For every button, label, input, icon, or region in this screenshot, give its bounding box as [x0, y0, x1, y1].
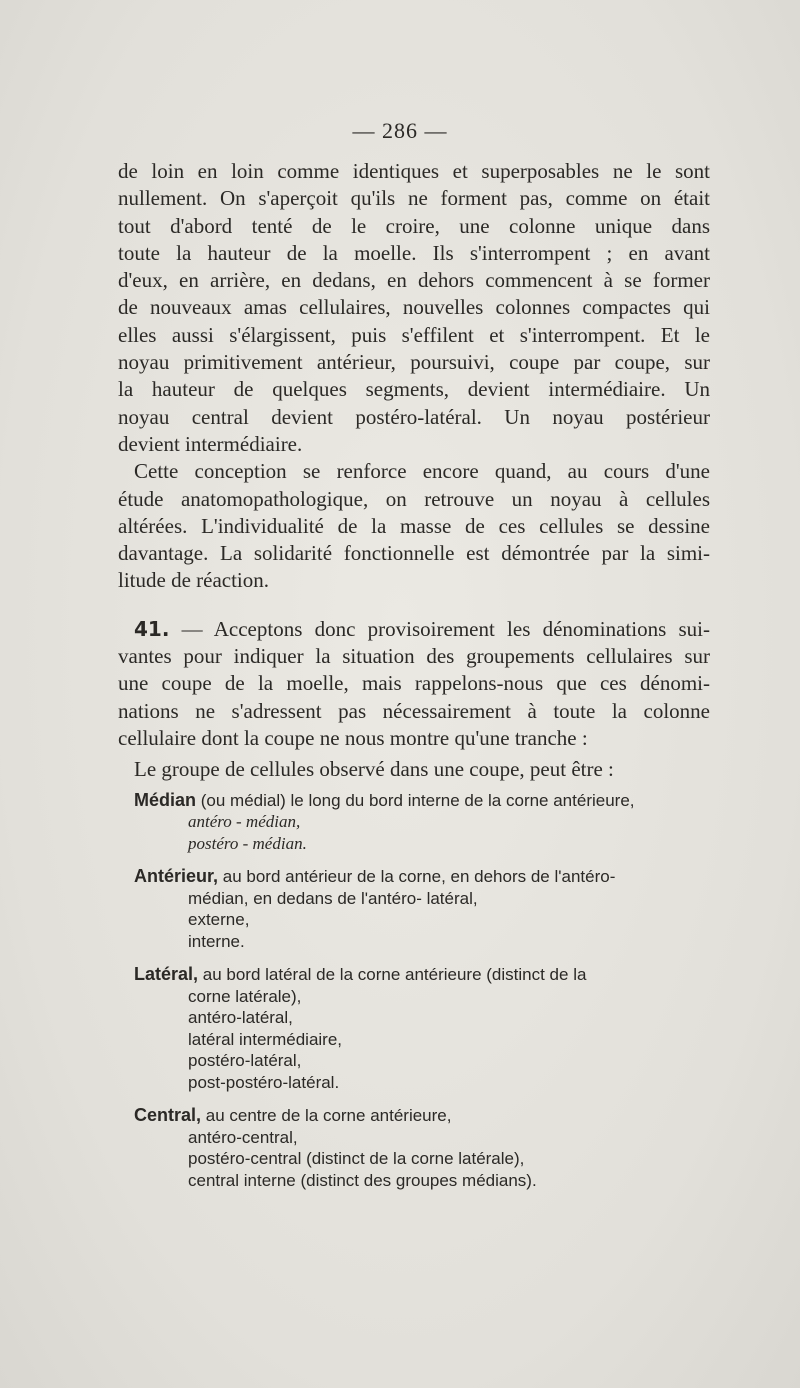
text-line: elles aussi s'élargissent, puis s'effilent et s'interrompent. Et le [118, 322, 710, 347]
group-subtype: médian, en dedans de l'antéro- latéral, [188, 888, 478, 908]
section-first-line-text: — Acceptons donc provisoirement les dénominations sui- [169, 616, 710, 641]
group-subtype: corne latérale), [188, 986, 302, 1006]
group-heading [118, 790, 710, 812]
text-line: d'eux, en arrière, en dedans, en dehors commencent à se former [118, 268, 710, 293]
text-line: une coupe de la moelle, mais rappelons-nous que ces dénomi- [118, 671, 710, 696]
text-line: de loin en loin comme identiques et superposables ne le sont [118, 159, 710, 183]
group-anterieur [118, 866, 710, 952]
group-heading [118, 866, 710, 888]
text-line: davantage. La solidarité fonctionnelle est démontrée par la simi- [118, 541, 710, 566]
text-line: Cette conception se renforce encore quand, au cours d'une [134, 459, 710, 484]
group-description: au bord antérieur de la corne, en dehors de l'antéro- [218, 867, 616, 887]
section-first-line [118, 616, 710, 643]
group-subtype: interne. [188, 931, 245, 951]
group-subtype: postéro - médian. [188, 833, 307, 853]
text-line: noyau primitivement antérieur, poursuivi, coupe par coupe, sur [118, 350, 710, 375]
text-line: vantes pour indiquer la situation des groupements cellulaires sur [118, 644, 710, 669]
group-term: Médian [134, 789, 197, 810]
group-heading [118, 1105, 710, 1127]
group-subtype: post-postéro-latéral. [188, 1072, 340, 1092]
paragraph-2 [118, 458, 710, 594]
section-number: 41. [134, 616, 170, 641]
text-line: altérées. L'individualité de la masse de ces cellules se dessine [118, 513, 710, 538]
group-subtype: central interne (distinct des groupes médians). [188, 1170, 537, 1190]
group-description: au bord latéral de la corne antérieure (distinct de la [198, 965, 587, 985]
paragraph-1 [118, 158, 710, 458]
section-41 [118, 616, 710, 752]
group-subtype: antéro-latéral, [188, 1008, 293, 1028]
group-description: (ou médial) le long du bord interne de la corne antérieure, [196, 790, 635, 810]
group-subtype: antéro - médian, [188, 812, 301, 832]
group-median [118, 790, 710, 855]
text-line: nations ne s'adressent pas nécessairement à toute la colonne [118, 698, 710, 723]
group-subtype: externe, [188, 910, 250, 930]
group-subtype: antéro-central, [188, 1127, 298, 1147]
intro-line: Le groupe de cellules observé dans une coupe, peut être : [134, 757, 614, 782]
intro-line-paragraph [118, 756, 710, 783]
text-line: litude de réaction. [118, 568, 270, 593]
group-heading [118, 964, 710, 986]
text-line: cellulaire dont la coupe ne nous montre qu'une tranche : [118, 725, 588, 750]
group-subtype: latéral intermédiaire, [188, 1029, 343, 1049]
text-line: de nouveaux amas cellulaires, nouvelles colonnes compactes qui [118, 295, 710, 320]
group-term: Latéral, [134, 964, 199, 985]
text-line: toute la hauteur de la moelle. Ils s'interrompent ; en avant [118, 240, 710, 265]
text-line: nullement. On s'aperçoit qu'ils ne forment pas, comme on était [118, 186, 710, 211]
group-term: Antérieur, [134, 866, 219, 887]
page-number: — 286 — [352, 118, 448, 143]
group-lateral [118, 964, 710, 1093]
text-line: étude anatomopathologique, on retrouve un noyau à cellules [118, 486, 710, 511]
text-line: tout d'abord tenté de le croire, une colonne unique dans [118, 213, 710, 238]
text-line: devient intermédiaire. [118, 431, 303, 456]
group-term: Central, [134, 1105, 202, 1126]
group-subtype: postéro-central (distinct de la corne latérale), [188, 1149, 525, 1169]
text-line: la hauteur de quelques segments, devient intermédiaire. Un [118, 377, 710, 402]
group-subtype: postéro-latéral, [188, 1051, 302, 1071]
text-line: noyau central devient postéro-latéral. Un noyau postérieur [118, 404, 710, 429]
group-central [118, 1105, 710, 1191]
page-body [118, 158, 710, 1191]
group-list [118, 790, 710, 1192]
group-description: au centre de la corne antérieure, [201, 1106, 452, 1126]
